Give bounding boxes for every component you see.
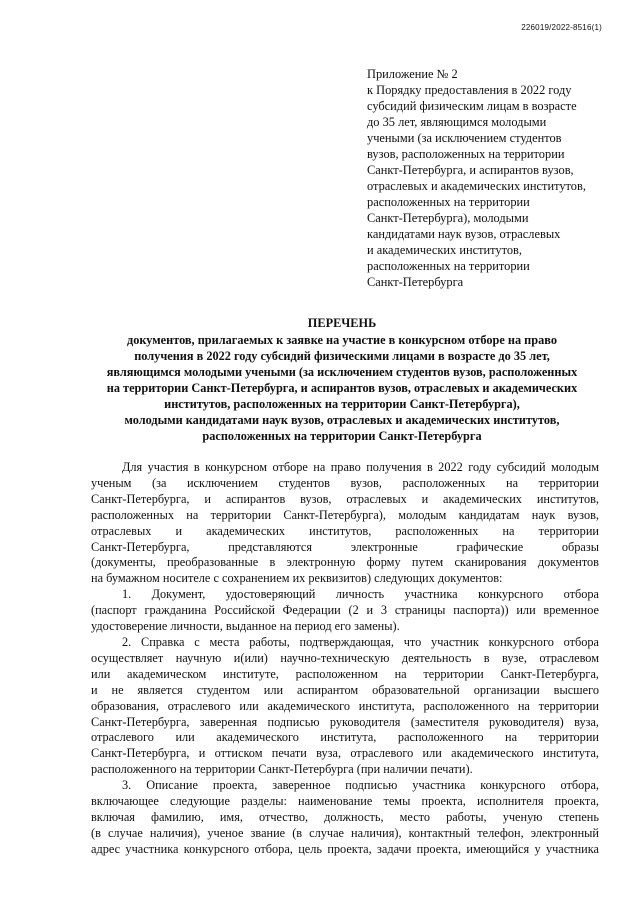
appendix-line: Санкт-Петербурга, и аспирантов вузов, [367,163,574,177]
appendix-line: учеными (за исключением студентов [367,131,562,145]
paragraph-line: осуществляет научную и(или) научно-техническую деятельность в вузе, отраслевом [91,650,599,665]
title-line: являющимся молодыми учеными (за исключением студентов вузов, расположенных [106,365,578,379]
paragraph-line: Санкт-Петербурга, заверенная подписью руководителя (заместителя руководителя) вуза, [91,714,599,729]
appendix-line: расположенных на территории [367,195,530,209]
document-body [91,460,599,858]
appendix-line: кандидатами наук вузов, отраслевых [367,227,561,241]
paragraph-line: Санкт-Петербурга, и оттиском печати вуза, отраслевого или академического института, [91,746,599,761]
appendix-line: вузов, расположенных на территории [367,147,565,161]
title-subtitle [80,332,604,444]
paragraph-line: удостоверение личности, выданное на период его замены). [91,619,400,634]
paragraph-line: или академическом институте, расположенном на территории Санкт-Петербурга, [91,666,599,681]
paragraph-line: 2. Справка с места работы, подтверждающая, что участник конкурсного отбора [122,634,599,649]
paragraph-line: образования, отраслевого или академического института, расположенного на территории [91,698,599,713]
appendix-line: субсидий физическим лицам в возрасте [367,99,577,113]
paragraph-line: Санкт-Петербурга, и аспирантов вузов, отраслевых и академических институтов, [91,491,599,506]
paragraph-line: (документы, преобразованные в электронную форму путем сканирования документов [91,555,599,570]
paragraph-line: включая фамилию, имя, отчество, должность, место работы, ученую степень [91,809,599,824]
paragraph-line: Санкт-Петербурга, представляются электронные графические образы [91,539,599,554]
paragraph-line: отраслевых и академических институтов, расположенных на территории [91,523,599,538]
paragraph-line: расположенных на территории Санкт-Петербурга), молодым кандидатам наук вузов, [91,507,599,522]
title-heading: ПЕРЕЧЕНЬ [307,316,377,330]
paragraph-line: отраслевого или академического института, расположенного на территории [91,730,599,745]
paragraph-line: (в случае наличия), ученое звание (в случае наличия), контактный телефон, электронный [91,825,599,840]
title-line: документов, прилагаемых к заявке на участие в конкурсном отборе на право [127,333,557,347]
title-line: получения в 2022 году субсидий физическими лицами в возрасте до 35 лет, [134,349,550,363]
appendix-line: Приложение № 2 [367,67,458,81]
paragraph-line: на бумажном носителе с сохранением их реквизитов) следующих документов: [91,571,503,586]
title-line: молодыми кандидатами наук вузов, отраслевых и академических институтов, [124,413,560,427]
paragraph-line: расположенного на территории Санкт-Петербурга (при наличии печати). [91,762,473,777]
paragraph-line: Для участия в конкурсном отборе на право получения в 2022 году субсидий молодым [122,460,599,474]
appendix-line: расположенных на территории [367,259,530,273]
paragraph-line: (паспорт гражданина Российской Федерации (2 и 3 страницы паспорта)) или временное [91,603,599,618]
intro-paragraph [91,460,599,587]
document-number: 226019/2022-8516(1) [521,23,602,32]
title-line: институтов, расположенных на территории Санкт-Петербурга), [164,397,520,411]
appendix-line: и академических институтов, [367,243,522,257]
paragraph-line: ученым (за исключением студентов вузов, расположенных на территории [91,475,599,490]
appendix-line: к Порядку предоставления в 2022 году [367,83,572,97]
paragraph-line: включающее следующие разделы: наименование темы проекта, исполнителя проекта, [91,794,599,809]
paragraph-line: адрес участника конкурсного отбора, цель проекта, задачи проекта, имеющийся у участника [91,841,599,856]
appendix-line: отраслевых и академических институтов, [367,179,586,193]
paragraph-line: 1. Документ, удостоверяющий личность участника конкурсного отбора [122,587,599,602]
paragraph-line: и не является студентом или аспирантом образовательной организации высшего [91,682,599,697]
list-item-2 [91,635,599,778]
title-line: расположенных на территории Санкт-Петербурга [202,429,482,443]
title-line: на территории Санкт-Петербурга, и аспирантов вузов, отраслевых и академических [106,381,578,395]
appendix-line: Санкт-Петербурга), молодыми [367,211,529,225]
appendix-block [367,66,602,290]
paragraph-line: 3. Описание проекта, заверенное подписью участника конкурсного отбора, [122,778,599,793]
list-item-3 [91,778,599,858]
appendix-line: Санкт-Петербурга [367,275,464,289]
document-title [80,315,604,444]
list-item-1 [91,587,599,635]
appendix-line: до 35 лет, являющимся молодыми [367,115,547,129]
